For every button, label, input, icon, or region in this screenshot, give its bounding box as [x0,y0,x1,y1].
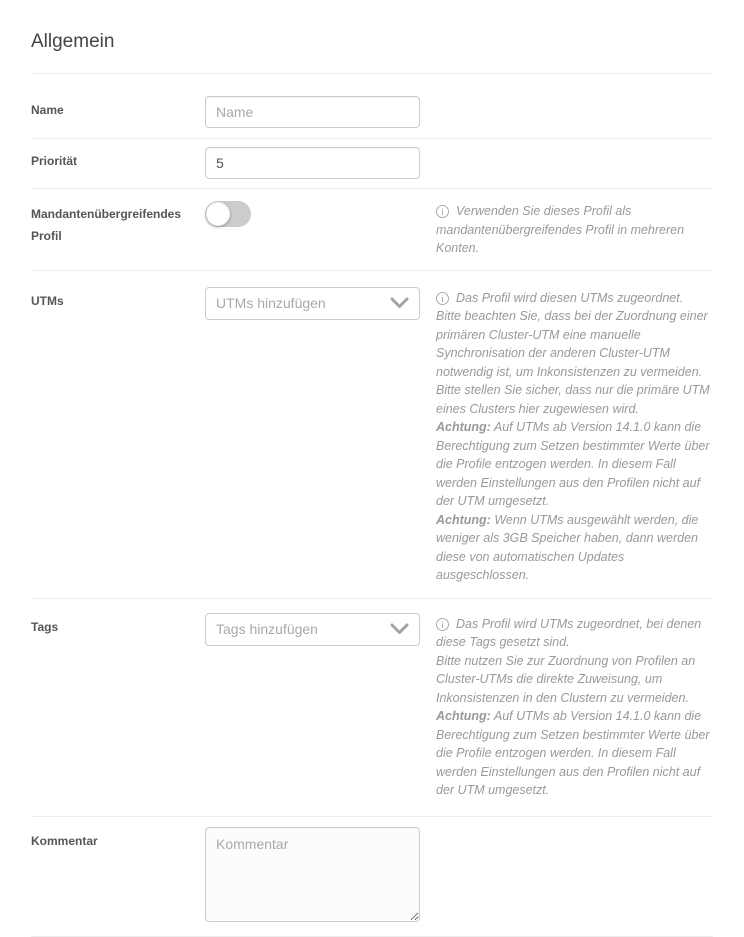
chevron-down-icon [390,623,409,635]
chevron-down-icon [390,297,409,309]
form-row-cross-tenant [31,189,713,271]
utms-label: UTMs [31,293,64,308]
help-paragraph: Achtung: Auf UTMs ab Version 14.1.0 kann die Berechtigung zum Setzen bestimmter Werte über die Profile entzogen werden. In diesem Fall werden Einstellungen aus den Profilen nicht auf der UTM umgesetzt. [436,420,710,508]
help-paragraph: i Das Profil wird UTMs zugeordnet, bei denen diese Tags gesetzt sind. [436,616,702,649]
info-icon: i [436,618,449,631]
help-paragraph: Bitte stellen Sie sicher, dass nur die primäre UTM eines Clusters hier zugewiesen wird. [436,383,710,416]
help-paragraph: Bitte nutzen Sie zur Zuordnung von Profilen an Cluster-UTMs die direkte Zuweisung, um Inkonsistenzen in den Clustern zu vermeiden. [436,653,696,705]
tags-select-placeholder: Tags hinzufügen [216,621,318,637]
comment-label: Kommentar [31,833,98,848]
cross-tenant-help [436,200,714,258]
utms-select-placeholder: UTMs hinzufügen [216,295,326,311]
help-paragraph: Bitte beachten Sie, dass bei der Zuordnung einer primären Cluster-UTM eine manuelle Synchronisation der anderen Cluster-UTM notwendig ist, um Inkonsistenzen zu vermeiden. [436,309,708,379]
form-row-name [31,74,713,139]
help-paragraph: Achtung: Wenn UTMs ausgewählt werden, die weniger als 3GB Speicher haben, dann werden diese von automatischen Updates ausgeschlossen. [436,512,699,582]
form-row-utms [31,271,713,599]
form-row-tags [31,599,713,817]
cross-tenant-toggle[interactable] [205,201,251,227]
help-paragraph: Achtung: Auf UTMs ab Version 14.1.0 kann die Berechtigung zum Setzen bestimmter Werte über die Profile entzogen werden. In diesem Fall werden Einstellungen aus den Profilen nicht auf der UTM umgesetzt. [436,709,710,797]
tags-help [436,613,714,800]
help-paragraph: i Verwenden Sie dieses Profil als mandantenübergreifendes Profil in mehreren Konten. [436,204,685,255]
form-row-priority [31,139,713,189]
toggle-knob-icon [206,202,230,226]
comment-textarea[interactable] [205,827,420,922]
page-title: Allgemein [31,31,115,52]
help-paragraph: i Das Profil wird diesen UTMs zugeordnet. [436,289,714,308]
page-header [31,0,713,74]
form-row-comment [31,817,713,937]
utms-select[interactable] [205,287,420,320]
utms-help [436,287,714,585]
name-label: Name [31,103,64,117]
tags-select[interactable] [205,613,420,646]
info-icon: i [436,292,449,305]
tags-label: Tags [31,619,59,634]
cross-tenant-label: Mandantenübergreifendes Profil [31,207,182,243]
priority-label: Priorität [31,154,78,168]
priority-input[interactable] [205,147,420,179]
info-icon: i [436,205,449,218]
name-input[interactable] [205,96,420,128]
